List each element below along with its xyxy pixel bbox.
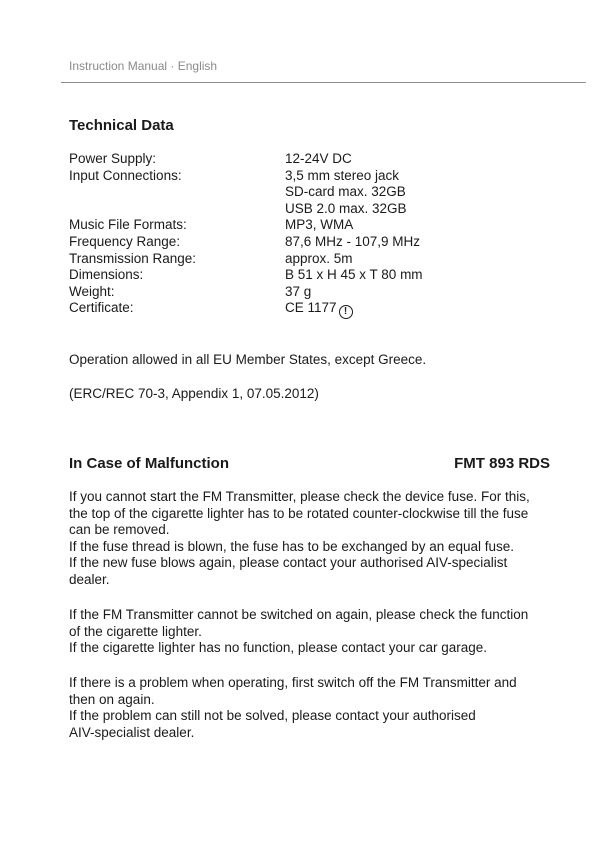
- spec-row-certificate: [69, 300, 489, 319]
- spec-label: Power Supply:: [69, 151, 157, 166]
- text-line: If you cannot start the FM Transmitter, please check the device fuse. For this,: [69, 489, 530, 504]
- text-line: If the new fuse blows again, please contact your authorised AIV-specialist: [69, 555, 508, 571]
- spec-label: Weight:: [69, 283, 115, 299]
- spec-row-range: [69, 251, 489, 268]
- spec-value: 12-24V DC: [285, 151, 352, 166]
- spec-value: CE 1177: [285, 300, 337, 316]
- text-line: If the problem can still not be solved, please contact your authorised: [69, 708, 476, 724]
- spec-row-formats: [69, 217, 489, 234]
- spec-row-power: [69, 151, 489, 168]
- spec-row-weight: [69, 284, 489, 301]
- text-line: can be removed.: [69, 522, 170, 538]
- malfunction-paragraph-1: [69, 489, 559, 589]
- spec-label: Music File Formats:: [69, 217, 187, 233]
- malfunction-paragraph-2: [69, 607, 559, 657]
- erc-reference: (ERC/REC 70-3, Appendix 1, 07.05.2012): [69, 386, 319, 401]
- ce-alert-icon: !: [339, 305, 353, 319]
- spec-label: Transmission Range:: [69, 250, 197, 266]
- spec-label: Dimensions:: [69, 267, 144, 283]
- malfunction-title: In Case of Malfunction: [69, 455, 230, 472]
- spec-value: B 51 x H 45 x T 80 mm: [285, 267, 423, 283]
- text-line: If the cigarette lighter has no function, please contact your car garage.: [69, 640, 487, 656]
- text-line: of the cigarette lighter.: [69, 623, 202, 639]
- header-divider: [61, 82, 586, 83]
- spec-value: 87,6 MHz - 107,9 MHz: [285, 233, 421, 249]
- text-line: If the fuse thread is blown, the fuse has to be exchanged by an equal fuse.: [69, 538, 515, 554]
- spec-value: approx. 5m: [285, 250, 353, 266]
- spec-label: Certificate:: [69, 300, 134, 316]
- eu-note: Operation allowed in all EU Member States, except Greece.: [69, 352, 427, 367]
- spec-row-dimensions: [69, 267, 489, 284]
- spec-value: 3,5 mm stereo jack: [285, 167, 400, 183]
- text-line: then on again.: [69, 691, 155, 707]
- text-line: If the FM Transmitter cannot be switched on again, please check the function: [69, 607, 529, 622]
- spec-row-frequency: [69, 234, 489, 251]
- spec-label: Input Connections:: [69, 167, 182, 183]
- text-line: If there is a problem when operating, first switch off the FM Transmitter and: [69, 675, 517, 690]
- model-number: FMT 893 RDS: [454, 455, 550, 472]
- malfunction-paragraph-3: [69, 675, 559, 741]
- spec-value: USB 2.0 max. 32GB: [285, 200, 407, 216]
- spec-row-inputs: [69, 168, 489, 218]
- spec-value: SD-card max. 32GB: [285, 184, 406, 200]
- technical-data-title: Technical Data: [69, 117, 174, 134]
- text-line: the top of the cigarette lighter has to be rotated counter-clockwise till the fuse: [69, 505, 529, 521]
- text-line: AIV-specialist dealer.: [69, 724, 195, 740]
- spec-table: [69, 151, 489, 319]
- spec-value: 37 g: [285, 283, 312, 299]
- text-line: dealer.: [69, 571, 110, 587]
- spec-value: MP3, WMA: [285, 217, 354, 233]
- spec-label: Frequency Range:: [69, 233, 181, 249]
- page-header: Instruction Manual · English: [69, 59, 218, 73]
